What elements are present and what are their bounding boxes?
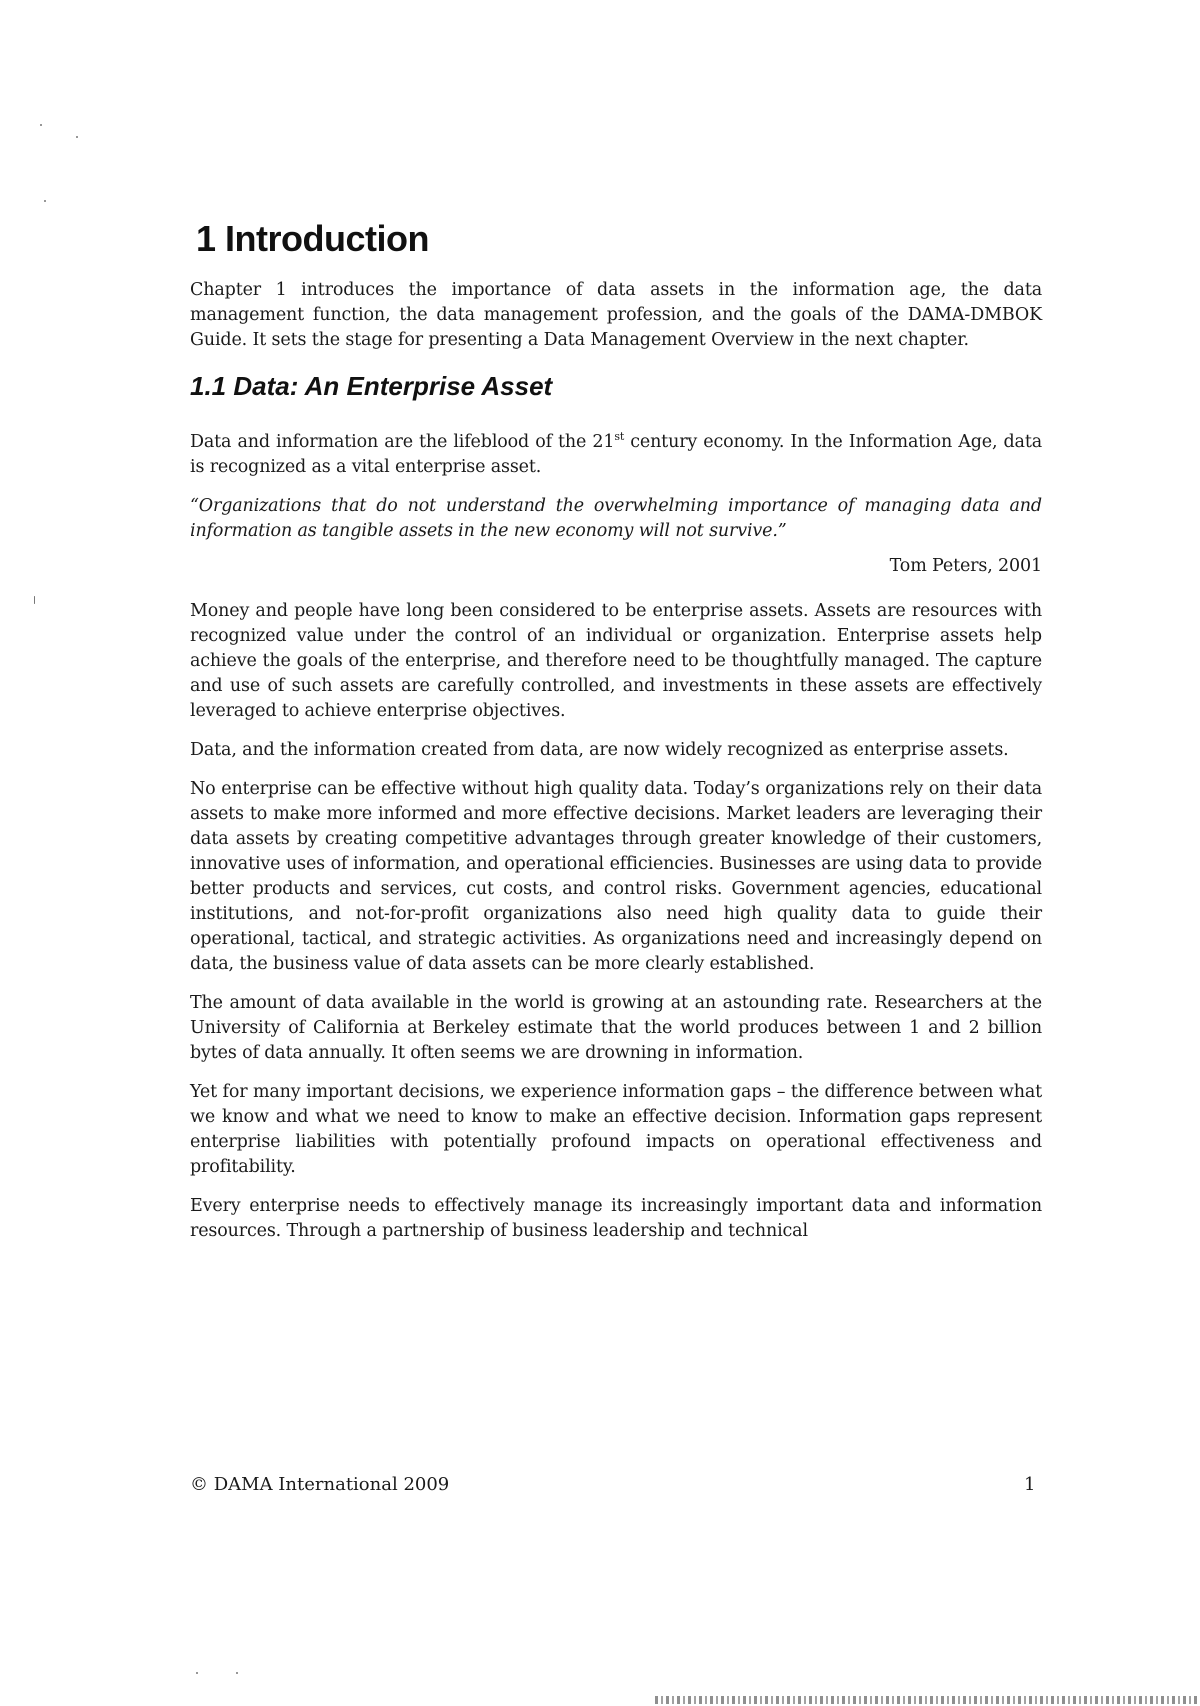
scan-speck xyxy=(34,596,35,604)
chapter-title: 1 Introduction xyxy=(196,218,429,259)
section-title: 1.1 Data: An Enterprise Asset xyxy=(190,371,553,401)
section-paragraph-1 xyxy=(190,424,1042,480)
page-content xyxy=(190,218,1042,1258)
paragraph-data-growth: The amount of data available in the world is growing at an astounding rate. Researchers at the University of California at Berkeley estimate that the world produces between 1 and 2 billion bytes of data annually. It often seems we are drowning in information. xyxy=(190,992,1042,1063)
scan-edge-artifact xyxy=(655,1696,1200,1704)
quote-attribution: Tom Peters, 2001 xyxy=(889,555,1042,576)
page-number: 1 xyxy=(1024,1474,1036,1495)
footer-copyright: © DAMA International 2009 xyxy=(190,1474,450,1495)
paragraph-information-gaps: Yet for many important decisions, we experience information gaps – the difference between what we know and what we need to know to make an effective decision. Information gaps represent enterprise liabilities with potentially profound impacts on operational effectiveness and profitability. xyxy=(190,1081,1042,1177)
scan-speck xyxy=(196,1672,198,1674)
scan-speck xyxy=(236,1672,238,1674)
chapter-intro: Chapter 1 introduces the importance of data assets in the information age, the data management function, the data management profession, and the goals of the DAMA-DMBOK Guide. It sets the stage for presenting a Data Management Overview in the next chapter. xyxy=(190,280,1042,350)
p1-text-before: Data and information are the lifeblood of the 21 xyxy=(190,431,615,452)
scan-speck xyxy=(44,200,46,202)
paragraph-assets: Money and people have long been considered to be enterprise assets. Assets are resources with recognized value under the control of an individual or organization. Enterprise assets help achieve the goals of the enterprise, and therefore need to be thoughtfully managed. The capture and use of such assets are carefully controlled, and investments in these assets are effectively leveraged to achieve enterprise objectives. xyxy=(190,600,1042,721)
paragraph-manage-resources: Every enterprise needs to effectively manage its increasingly important data and information resources. Through a partnership of business leadership and technical xyxy=(190,1195,1042,1241)
p1-text-after: century economy. In the Information Age, data is recognized as a vital enterprise asset. xyxy=(190,431,1042,477)
paragraph-data-assets: Data, and the information created from data, are now widely recognized as enterprise assets. xyxy=(190,739,1009,760)
paragraph-quality-data: No enterprise can be effective without high quality data. Today’s organizations rely on their data assets to make more informed and more effective decisions. Market leaders are leveraging their data assets by creating competitive advantages through greater knowledge of their customers, innovative uses of information, and operational efficiencies. Businesses are using data to provide better products and services, cut costs, and control risks. Government agencies, educational institutions, and not-for-profit organizations also need high quality data to guide their operational, tactical, and strategic activities. As organizations need and increasingly depend on data, the business value of data assets can be more clearly established. xyxy=(190,778,1042,974)
quote: “Organizations that do not understand the overwhelming importance of managing data and information as tangible assets in the new economy will not survive.” xyxy=(190,495,1042,541)
scan-speck xyxy=(76,136,78,138)
scan-speck xyxy=(40,124,42,126)
p1-superscript: st xyxy=(614,430,625,443)
